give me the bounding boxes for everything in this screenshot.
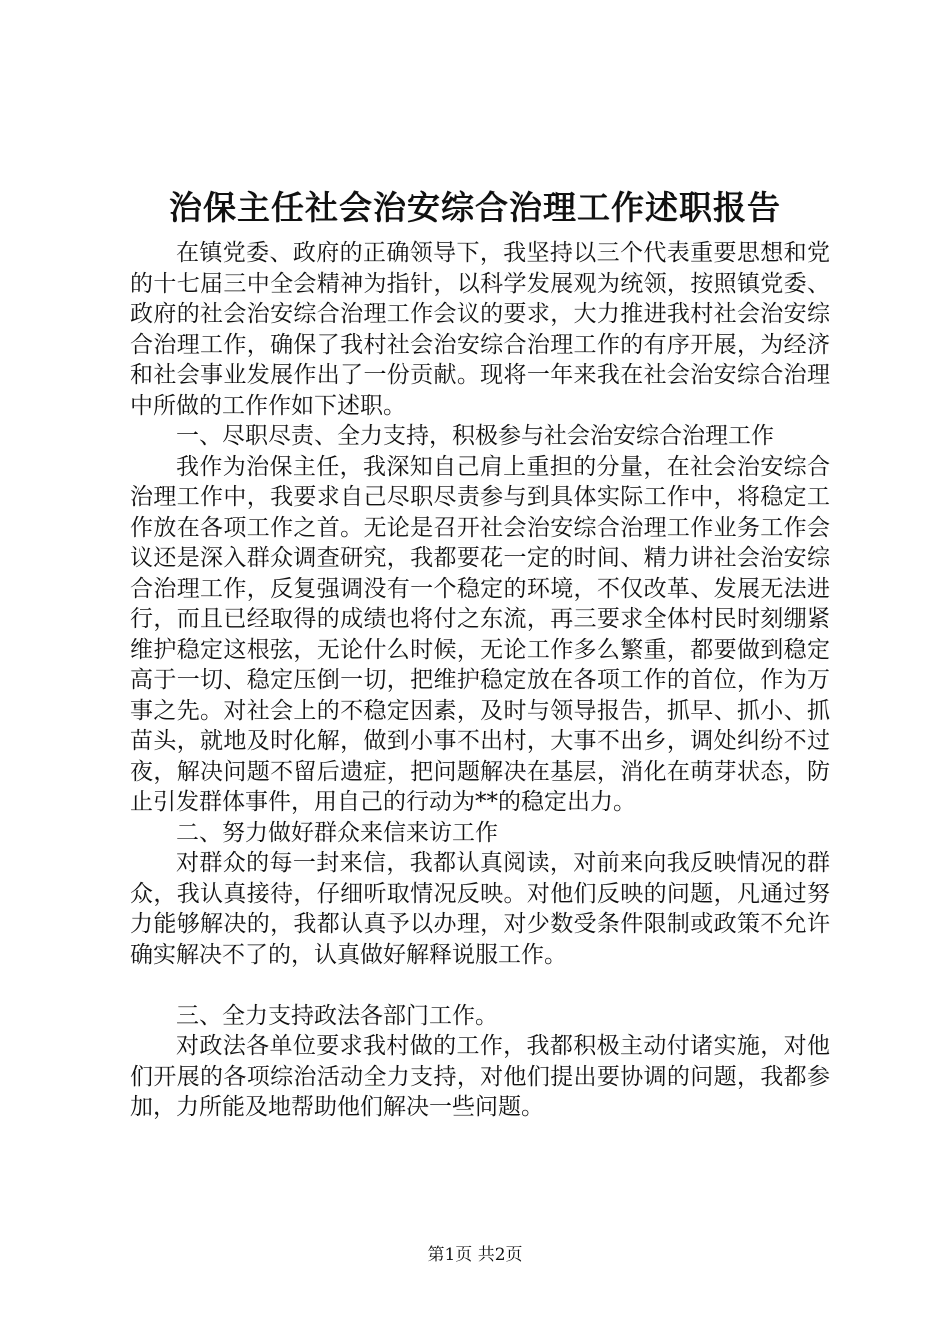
page-title: 治保主任社会治安综合治理工作述职报告 — [169, 188, 781, 227]
section-1-heading: 一、尽职尽责、全力支持，积极参与社会治安综合治理工作 — [176, 423, 774, 449]
section-3-heading: 三、全力支持政法各部门工作。 — [176, 1002, 498, 1029]
section-1-paragraph: 我作为治保主任，我深知自己肩上重担的分量，在社会治安综合治理工作中，我要求自己尽职尽责参与到具体实际工作中，将稳定工作放在各项工作之首。无论是召开社会治安综合治理工作业务工作会议还是深入群众调查研究，我都要花一定的时间、精力讲社会治安综合治理工作，反复强调没有一个稳定的环境，不仅改革、发展无法进行，而且已经取得的成绩也将付之东流，再三要求全体村民时刻绷紧维护稳定这根弦，无论什么时候，无论工作多么繁重，都要做到稳定高于一切、稳定压倒一切，把维护稳定放在各项工作的首位，作为万事之先。对社会上的不稳定因素，及时与领导报告，抓早、抓小、抓苗头，就地及时化解，做到小事不出村，大事不出乡，调处纠纷不过夜，解决问题不留后遗症，把问题解决在基层，消化在萌芽状态，防止引发群体事件，用自己的行动为**的稳定出力。 — [130, 453, 830, 815]
document-body — [130, 238, 830, 1123]
blank-line — [130, 970, 830, 1001]
page-number-footer: 第1页 共2页 — [427, 1245, 523, 1265]
section-2-paragraph: 对群众的每一封来信，我都认真阅读，对前来向我反映情况的群众，我认真接待，仔细听取情况反映。对他们反映的问题，凡通过努力能够解决的，我都认真予以办理，对少数受条件限制或政策不允许确实解决不了的，认真做好解释说服工作。 — [130, 850, 830, 968]
intro-paragraph: 在镇党委、政府的正确领导下，我坚持以三个代表重要思想和党的十七届三中全会精神为指针，以科学发展观为统领，按照镇党委、政府的社会治安综合治理工作会议的要求，大力推进我村社会治安综合治理工作，确保了我村社会治安综合治理工作的有序开展，为经济和社会事业发展作出了一份贡献。现将一年来我在社会治安综合治理中所做的工作作如下述职。 — [130, 240, 830, 419]
section-2-heading: 二、努力做好群众来信来访工作 — [176, 819, 498, 846]
section-3-paragraph: 对政法各单位要求我村做的工作，我都积极主动付诸实施，对他们开展的各项综治活动全力支持，对他们提出要协调的问题，我都参加，力所能及地帮助他们解决一些问题。 — [130, 1033, 830, 1120]
